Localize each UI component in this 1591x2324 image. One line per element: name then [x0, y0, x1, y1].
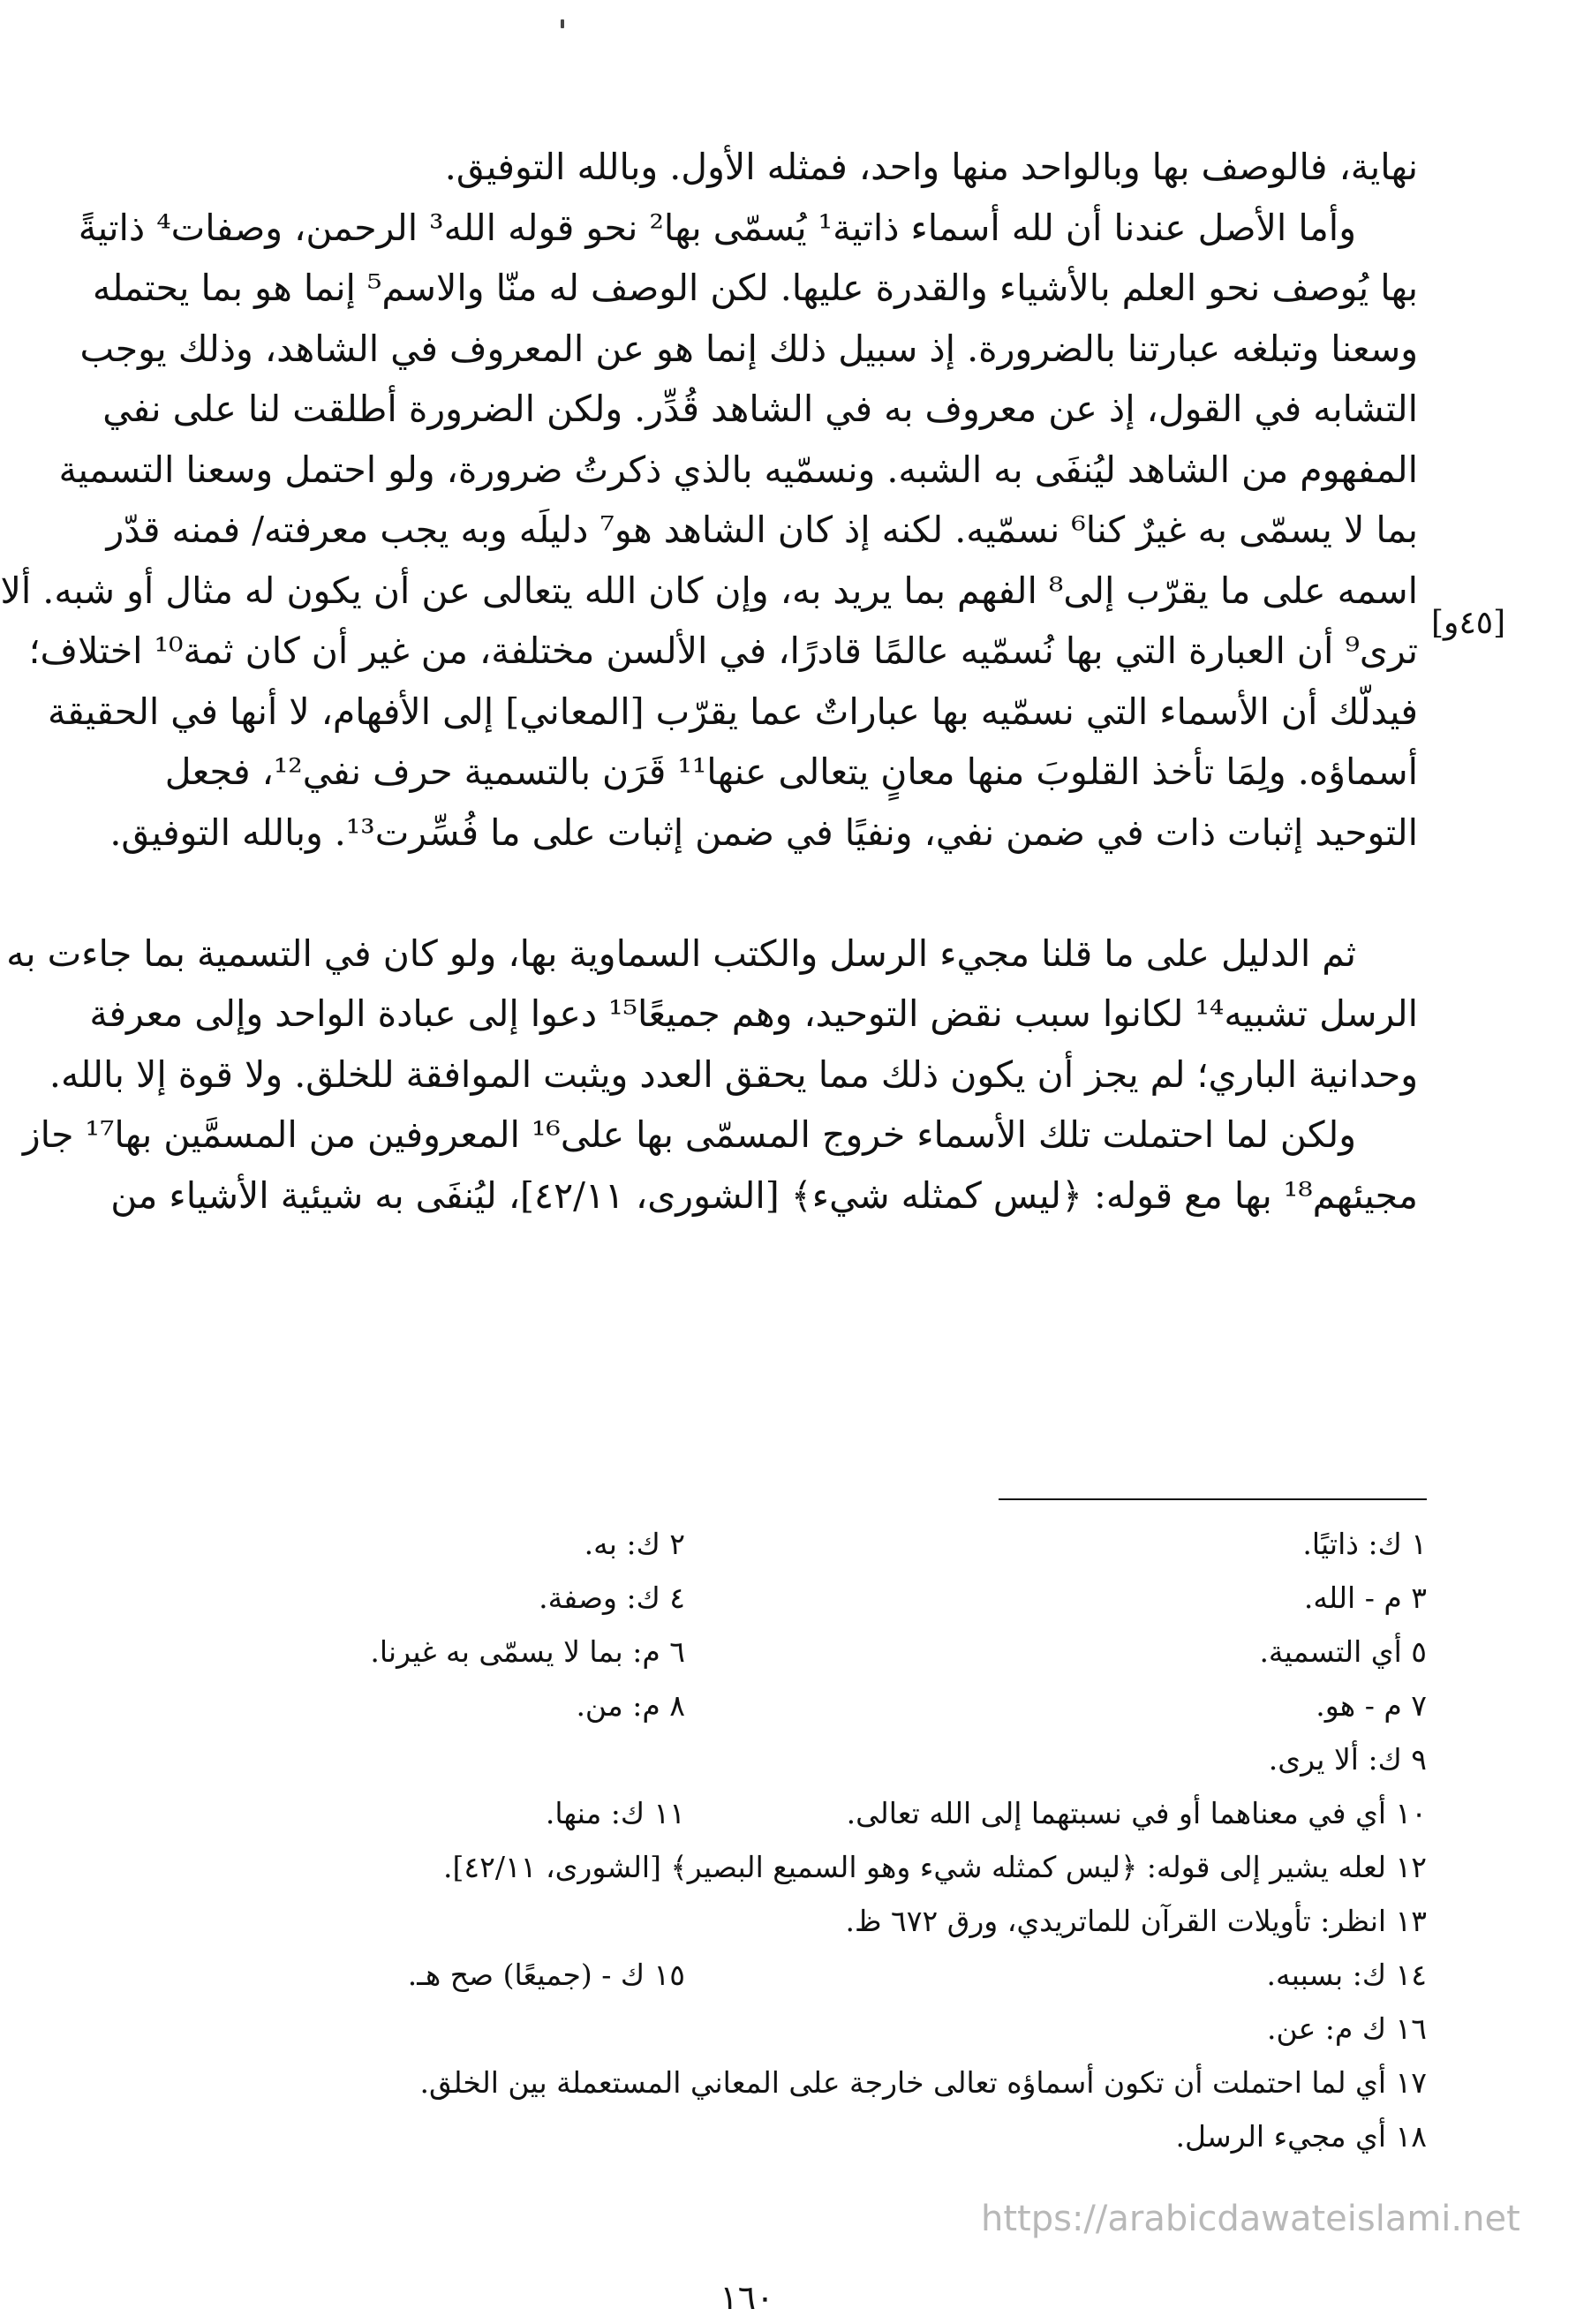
footnote: ٥ أي التسمية. [1259, 1634, 1427, 1669]
main-text [0, 137, 1418, 1226]
footnote-row [89, 1517, 1427, 1571]
footnote-row [89, 1625, 1427, 1679]
text-line: أسماؤه. ولِمَا تأخذ القلوبَ منها معانٍ يتعالى عنها¹¹ قَرَن بالتسمية حرف نفي¹²، فجعل [164, 751, 1418, 793]
book-page [1, 0, 1591, 2324]
footnotes [89, 1517, 1427, 2163]
footnote-divider [999, 1498, 1427, 1500]
page-number: ١٦٠ [720, 2278, 774, 2317]
footnote: ٦ م: بما لا يسمّى به غيرنا. [370, 1634, 685, 1669]
footnote: ١٦ ك م: عن. [1267, 2011, 1427, 2046]
text-line: اسمه على ما يقرّب إلى⁸ الفهم بما يريد به، وإن كان الله يتعالى عن أن يكون له مثال أو شبه. ألا [0, 569, 1418, 612]
margin-folio-reference: [٤٥و] [1431, 605, 1506, 641]
text-line: وسعنا وتبلغه عبارتنا بالضرورة. إذ سبيل ذلك إنما هو عن المعروف في الشاهد، وذلك يوجب [79, 327, 1418, 370]
footnote-row [89, 1840, 1427, 1894]
footnote-row [89, 1948, 1427, 2002]
text-line: وحدانية الباري؛ لم يجز أن يكون ذلك مما يحقق العدد ويثبت الموافقة للخلق. ولا قوة إلا بالله. [49, 1053, 1418, 1096]
text-line: المفهوم من الشاهد ليُنفَى به الشبه. ونسمّيه بالذي ذكرتُ ضرورة، ولو احتمل وسعنا التسمية [58, 448, 1418, 491]
footnote-row [89, 2109, 1427, 2163]
footnote: ٢ ك: به. [584, 1527, 685, 1561]
footnote: ١٥ ك - (جميعًا) صح هـ. [407, 1958, 685, 1992]
page-mark [561, 19, 564, 28]
footnote: ٣ م - الله. [1303, 1581, 1427, 1615]
footnote-row [89, 1679, 1427, 1732]
text-line: فيدلّك أن الأسماء التي نسمّيه بها عباراتٌ عما يقرّب [المعاني] إلى الأفهام، لا أنها في الحقيقة [48, 690, 1418, 733]
text-line [54, 863, 1418, 924]
footnote-row [89, 1894, 1427, 1948]
text-line: وأما الأصل عندنا أن لله أسماء ذاتية¹ يُسمّى بها² نحو قوله الله³ الرحمن، وصفات⁴ ذاتيةً [78, 206, 1356, 249]
footnote: ١٢ لعله يشير إلى قوله: ﴿ليس كمثله شيء وهو السميع البصير﴾ [الشورى، ٤٢/١١]. [443, 1850, 1427, 1884]
footnote: ١ ك: ذاتيًا. [1302, 1527, 1427, 1561]
footnote: ١٧ أي لما احتملت أن تكون أسماؤه تعالى خارجة على المعاني المستعملة بين الخلق. [419, 2065, 1427, 2100]
footnote: ٩ ك: ألا يرى. [1268, 1742, 1427, 1777]
footnote-row [89, 1786, 1427, 1840]
footnote-row [89, 1571, 1427, 1625]
text-line: التوحيد إثبات ذات في ضمن نفي، ونفيًا في ضمن إثبات على ما فُسِّرت¹³. وبالله التوفيق. [109, 811, 1418, 854]
text-line: مجيئهم¹⁸ بها مع قوله: ﴿ليس كمثله شيء﴾ [الشورى، ٤٢/١١]، ليُنفَى به شيئية الأشياء من [110, 1173, 1418, 1217]
footnote: ١٠ أي في معناهما أو في نسبتهما إلى الله تعالى. [846, 1796, 1427, 1830]
text-line: بما لا يسمّى به غيرٌ كنا⁶ نسمّيه. لكنه إذ كان الشاهد هو⁷ دليلَه وبه يجب معرفته/ فمنه قدّر [106, 509, 1418, 551]
footnote-row [89, 2056, 1427, 2109]
source-watermark: https://arabicdawateislami.net [981, 2199, 1520, 2239]
footnote: ١١ ك: منها. [545, 1796, 685, 1830]
text-line: ولكن لما احتملت تلك الأسماء خروج المسمّى بها على¹⁶ المعروفين من المسمَّين بها¹⁷ جاز [22, 1113, 1356, 1156]
text-line: ترى⁹ أن العبارة التي بها نُسمّيه عالمًا قادرًا، في الألسن مختلفة، من غير أن كان ثمة¹⁰ اختلاف؛ [28, 630, 1418, 672]
text-line: نهاية، فالوصف بها وبالواحد منها واحد، فمثله الأول. وبالله التوفيق. [444, 146, 1418, 188]
text-line: ثم الدليل على ما قلنا مجيء الرسل والكتب السماوية بها، ولو كان في التسمية بما جاءت به [6, 932, 1356, 975]
footnote-row [89, 1732, 1427, 1786]
footnote: ٤ ك: وصفة. [539, 1581, 685, 1615]
footnote-row [89, 2002, 1427, 2056]
footnote: ٨ م: من. [576, 1688, 685, 1723]
text-line: التشابه في القول، إذ عن معروف به في الشاهد قُدِّر. ولكن الضرورة أطلقت لنا على نفي [102, 388, 1418, 430]
footnote: ١٨ أي مجيء الرسل. [1175, 2119, 1427, 2154]
footnote: ١٤ ك: بسببه. [1266, 1958, 1427, 1992]
footnote: ٧ م - هو. [1316, 1688, 1427, 1723]
text-line: بها يُوصف نحو العلم بالأشياء والقدرة عليها. لكن الوصف له منّا والاسم⁵ إنما هو بما يحتمله [92, 267, 1418, 309]
text-line: الرسل تشبيه¹⁴ لكانوا سبب نقض التوحيد، وهم جميعًا¹⁵ دعوا إلى عبادة الواحد وإلى معرفة [89, 992, 1418, 1035]
footnote: ١٣ انظر: تأويلات القرآن للماتريدي، ورق ٦٧٢ ظ. [845, 1904, 1427, 1938]
